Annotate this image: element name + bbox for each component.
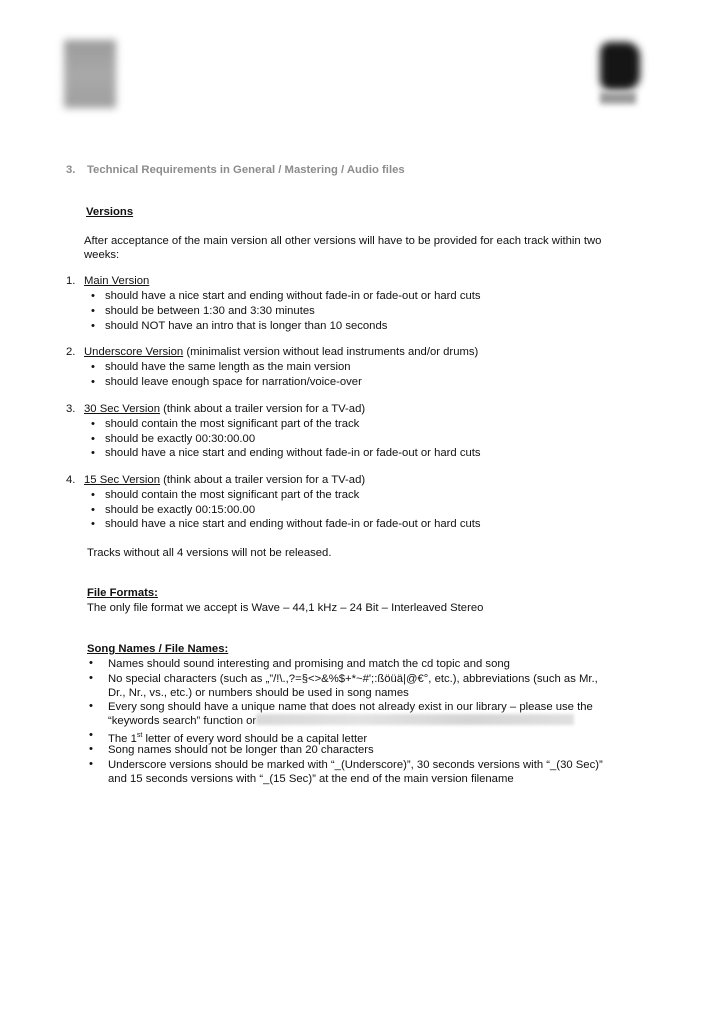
brand-logo — [600, 42, 640, 90]
item-title: 15 Sec Version — [84, 474, 160, 486]
list-item-text: and 15 seconds versions with “_(15 Sec)” at the end of the main version filename — [108, 773, 514, 785]
bullet-icon: • — [89, 743, 93, 755]
bullet-icon: • — [91, 504, 95, 516]
bullet-icon: • — [91, 305, 95, 317]
list-item-text: should be exactly 00:30:00.00 — [105, 433, 256, 445]
file-formats-text: The only file format we accept is Wave – 44,1 kHz – 24 Bit – Interleaved Stereo — [87, 602, 484, 614]
bullet-icon: • — [89, 758, 93, 770]
bullet-icon: • — [89, 657, 93, 669]
bullet-icon: • — [91, 320, 95, 332]
item-number: 4. — [66, 474, 76, 486]
text-pre: The 1 — [108, 732, 137, 745]
list-item-text: Dr., Nr., vs., etc.) or numbers should be used in song names — [108, 687, 409, 699]
list-item-text: should leave enough space for narration/voice-over — [105, 376, 362, 388]
item-number: 1. — [66, 275, 76, 287]
version-item — [66, 346, 478, 358]
list-item-text: Underscore versions should be marked with “_(Underscore)”, 30 seconds versions with “_(30 Sec)” — [108, 759, 603, 771]
item-note: (think about a trailer version for a TV-ad) — [160, 403, 366, 415]
item-note: (think about a trailer version for a TV-ad) — [160, 474, 366, 486]
list-item-text: Names should sound interesting and promising and match the cd topic and song — [108, 658, 510, 670]
list-item-text: should have a nice start and ending without fade-in or fade-out or hard cuts — [105, 447, 481, 459]
section-title — [66, 164, 405, 176]
bullet-icon: • — [89, 672, 93, 684]
versions-heading: Versions — [86, 206, 134, 218]
ordinal-suffix: st — [136, 732, 143, 739]
company-logo — [64, 40, 116, 108]
versions-intro — [84, 234, 601, 262]
list-item-text: should have a nice start and ending without fade-in or fade-out or hard cuts — [105, 290, 481, 302]
list-item-text: should have a nice start and ending without fade-in or fade-out or hard cuts — [105, 518, 481, 530]
section-title-text: Technical Requirements in General / Mastering / Audio files — [87, 164, 405, 176]
list-item-text: should contain the most significant part of the track — [105, 418, 360, 430]
file-formats-heading: File Formats: — [87, 587, 158, 599]
list-item-text: should be exactly 00:15:00.00 — [105, 504, 256, 516]
list-item-text: Song names should not be longer than 20 characters — [108, 744, 374, 756]
list-item-text: No special characters (such as „”/!\.,?=§<>&%$+*~#';:ßöüä|@€°, etc.), abbreviations (such as Mr., — [108, 673, 598, 685]
bullet-icon: • — [91, 447, 95, 459]
bullet-icon: • — [91, 489, 95, 501]
item-title: 30 Sec Version — [84, 403, 160, 415]
bullet-icon: • — [91, 361, 95, 373]
list-item-text: should be between 1:30 and 3:30 minutes — [105, 305, 315, 317]
version-item — [66, 474, 365, 486]
bullet-icon: • — [89, 700, 93, 712]
bullet-icon: • — [91, 518, 95, 530]
section-number: 3. — [66, 164, 76, 176]
item-title: Underscore Version — [84, 346, 184, 358]
bullet-icon: • — [91, 418, 95, 430]
list-item-text: should NOT have an intro that is longer than 10 seconds — [105, 320, 388, 332]
bullet-icon: • — [89, 729, 93, 741]
item-note: (minimalist version without lead instruments and/or drums) — [183, 346, 479, 358]
versions-intro-line1: After acceptance of the main version all other versions will have to be provided for each track within two — [84, 235, 602, 247]
versions-footer-note: Tracks without all 4 versions will not be released. — [87, 547, 332, 559]
redacted-link — [256, 714, 574, 725]
list-item-text: Every song should have a unique name that does not already exist in our library – please use the — [108, 701, 593, 713]
item-title: Main Version — [84, 275, 150, 287]
version-item — [66, 275, 149, 287]
versions-intro-line2: weeks: — [84, 249, 120, 261]
list-item-text: “keywords search” function or — [108, 715, 257, 727]
bullet-icon: • — [91, 376, 95, 388]
song-names-heading: Song Names / File Names: — [87, 643, 229, 655]
list-item-text: should contain the most significant part of the track — [105, 489, 360, 501]
brand-logo-caption — [600, 92, 636, 104]
version-item — [66, 403, 365, 415]
item-number: 3. — [66, 403, 76, 415]
item-number: 2. — [66, 346, 76, 358]
list-item-text: should have the same length as the main version — [105, 361, 351, 373]
bullet-icon: • — [91, 433, 95, 445]
bullet-icon: • — [91, 290, 95, 302]
text-post: letter of every word should be a capital letter — [142, 732, 368, 745]
